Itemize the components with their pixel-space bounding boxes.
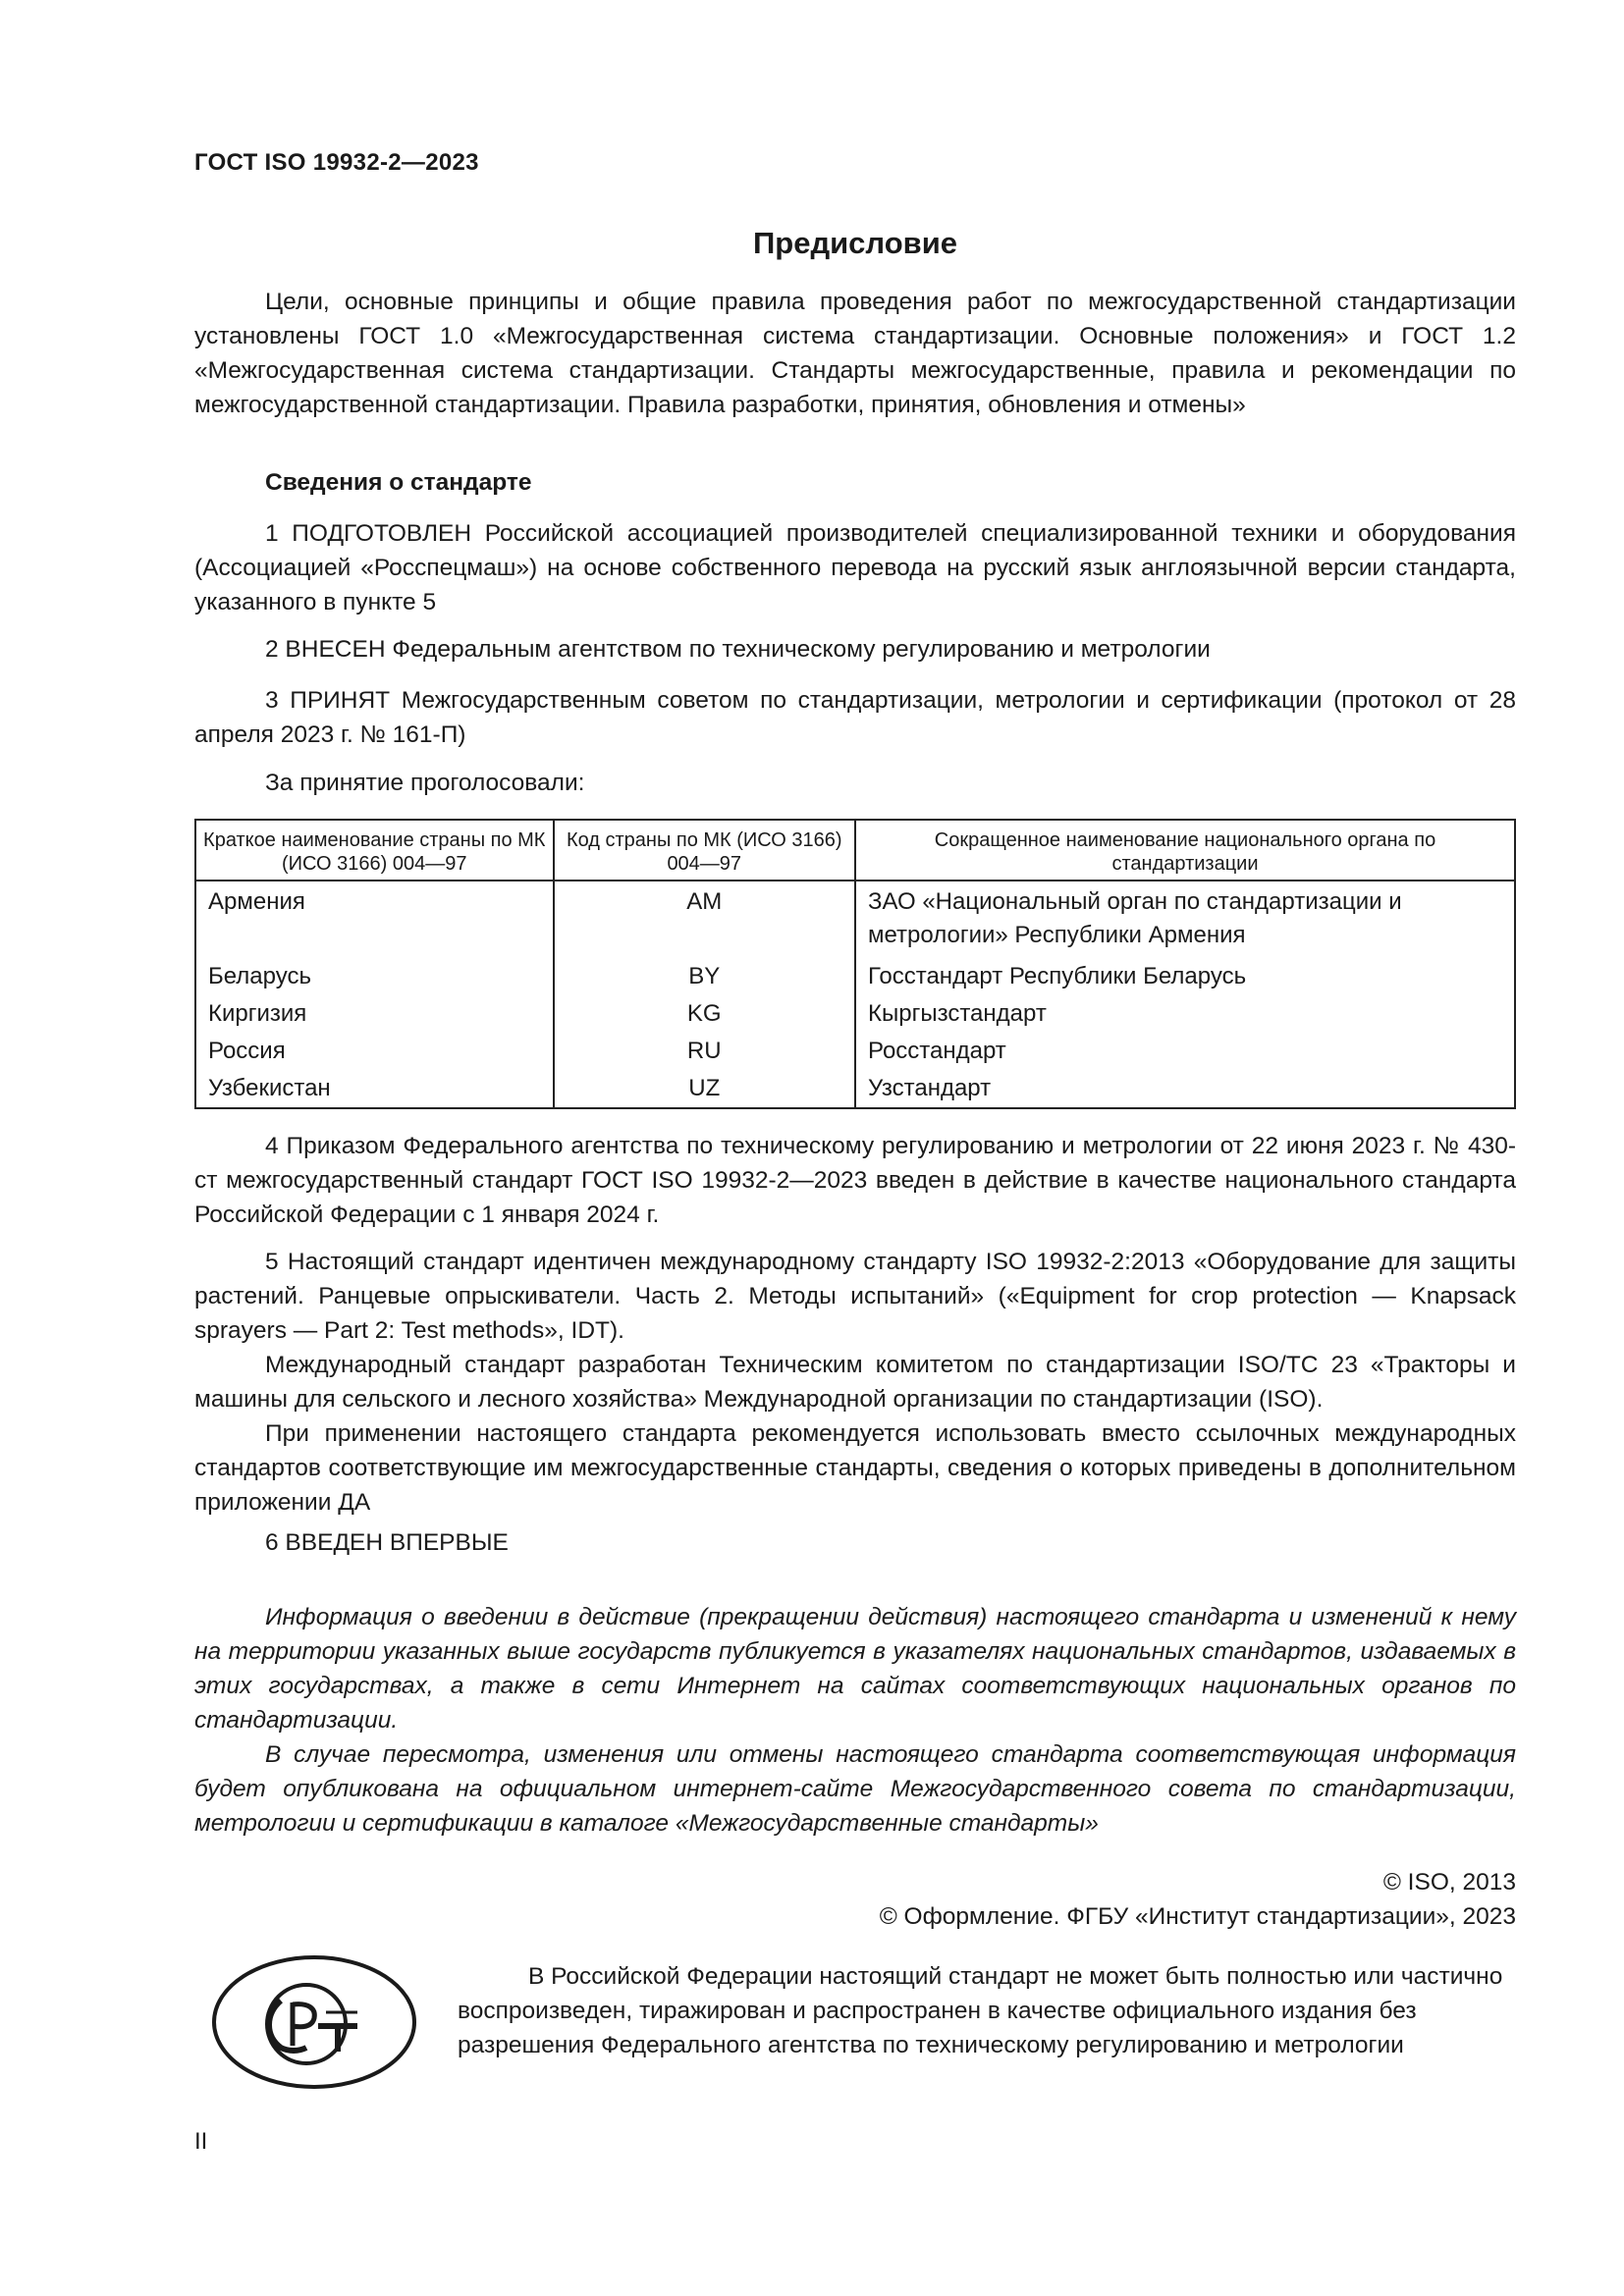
page-title: Предисловие bbox=[752, 226, 957, 260]
table-cell-code: UZ bbox=[554, 1070, 855, 1108]
info-paragraph-1: Информация о введении в действие (прекращении действия) настоящего стандарта и изменений к нему на территории указанных выше государств публикуется в указателях национальных стандартов, издаваемых в этих государствах, а также в сети Интернет на сайтах соответствующих национальных органов по стандартизации. bbox=[194, 1604, 1516, 1734]
rst-logo-icon bbox=[210, 1953, 418, 2091]
table-cell-country: Россия bbox=[195, 1033, 554, 1070]
table-cell-country: Армения bbox=[195, 881, 554, 958]
table-cell-body: Узстандарт bbox=[855, 1070, 1515, 1108]
section-heading: Сведения о стандарте bbox=[265, 469, 532, 496]
info-paragraph-2: В случае пересмотра, изменения или отмены настоящего стандарта соответствующая информация будет опубликована на официальном интернет-сайте Межгосударственного совета по стандартизации, метрологии и сертификации в каталоге «Межгосударственные стандарты» bbox=[194, 1741, 1516, 1837]
document-code: ГОСТ ISO 19932-2—2023 bbox=[194, 149, 479, 176]
reproduction-notice bbox=[458, 1959, 1516, 2062]
votes-table-block bbox=[194, 819, 1516, 1109]
copyright-iso: © ISO, 2013 bbox=[1382, 1869, 1516, 1896]
table-row bbox=[195, 881, 1515, 958]
item-6-paragraph: 6 ВВЕДЕН ВПЕРВЫЕ bbox=[265, 1529, 509, 1556]
item-2-block bbox=[194, 632, 1516, 667]
item-6-block bbox=[194, 1525, 1516, 1560]
table-row bbox=[195, 995, 1515, 1033]
info-block bbox=[194, 1600, 1516, 1841]
item-5-block bbox=[194, 1245, 1516, 1520]
intro-paragraph: Цели, основные принципы и общие правила проведения работ по межгосударственной стандартизации установлены ГОСТ 1.0 «Межгосударственная система стандартизации. Основные положения» и ГОСТ 1.2 «Межгосударственная система стандартизации. Стандарты межгосударственные, правила и рекомендации по межгосударственной стандартизации. Правила разработки, принятия, обновления и отмены» bbox=[194, 289, 1516, 418]
table-header-country: Краткое наименование страны по МК (ИСО 3166) 004—97 bbox=[195, 820, 554, 881]
table-header-body: Сокращенное наименование национального органа по стандартизации bbox=[855, 820, 1515, 881]
table-header-row bbox=[195, 820, 1515, 881]
table-cell-country: Киргизия bbox=[195, 995, 554, 1033]
item-5-committee-paragraph: Международный стандарт разработан Техническим комитетом по стандартизации ISO/TC 23 «Тракторы и машины для сельского и лесного хозяйства» Международной организации по стандартизации (ISO). bbox=[194, 1352, 1516, 1413]
table-header-code: Код страны по МК (ИСО 3166) 004—97 bbox=[554, 820, 855, 881]
item-3-block bbox=[194, 683, 1516, 752]
table-row bbox=[195, 1070, 1515, 1108]
page-number: II bbox=[194, 2128, 208, 2155]
table-cell-body: Росстандарт bbox=[855, 1033, 1515, 1070]
table-row bbox=[195, 958, 1515, 995]
intro-block bbox=[194, 285, 1516, 422]
table-cell-code: KG bbox=[554, 995, 855, 1033]
rst-logo bbox=[210, 1953, 418, 2096]
table-cell-body: ЗАО «Национальный орган по стандартизации и метрологии» Республики Армения bbox=[855, 881, 1515, 958]
table-cell-body: Госстандарт Республики Беларусь bbox=[855, 958, 1515, 995]
table-cell-country: Беларусь bbox=[195, 958, 554, 995]
votes-table bbox=[194, 819, 1516, 1109]
copyright-design: © Оформление. ФГБУ «Институт стандартизации», 2023 bbox=[879, 1903, 1516, 1930]
item-4-block bbox=[194, 1129, 1516, 1232]
table-cell-code: AM bbox=[554, 881, 855, 958]
table-cell-code: RU bbox=[554, 1033, 855, 1070]
item-5-paragraph: 5 Настоящий стандарт идентичен международному стандарту ISO 19932-2:2013 «Оборудование для защиты растений. Ранцевые опрыскиватели. Часть 2. Методы испытаний» («Equipment for crop protection — Knapsack sprayers — Part 2: Test methods», IDT). bbox=[194, 1249, 1516, 1344]
voted-block bbox=[194, 766, 1516, 800]
item-1-paragraph: 1 ПОДГОТОВЛЕН Российской ассоциацией производителей специализированной техники и оборудования (Ассоциацией «Росспецмаш») на основе собственного перевода на русский язык англоязычной версии стандарта, указанного в пункте 5 bbox=[194, 520, 1516, 615]
copyright-block bbox=[194, 1865, 1516, 1934]
notice-paragraph: В Российской Федерации настоящий стандарт не может быть полностью или частично воспроизведен, тиражирован и распространен в качестве официального издания без разрешения Федерального агентства по техническому регулированию и метрологии bbox=[458, 1963, 1503, 2058]
item-5-usage-paragraph: При применении настоящего стандарта рекомендуется использовать вместо ссылочных международных стандартов соответствующие им межгосударственные стандарты, сведения о которых приведены в дополнительном приложении ДА bbox=[194, 1420, 1516, 1516]
table-cell-country: Узбекистан bbox=[195, 1070, 554, 1108]
standard-info-heading-block bbox=[194, 465, 1516, 500]
voted-label: За принятие проголосовали: bbox=[265, 770, 585, 796]
table-cell-code: BY bbox=[554, 958, 855, 995]
item-3-paragraph: 3 ПРИНЯТ Межгосударственным советом по стандартизации, метрологии и сертификации (протокол от 28 апреля 2023 г. № 161-П) bbox=[194, 687, 1516, 748]
item-4-paragraph: 4 Приказом Федерального агентства по техническому регулированию и метрологии от 22 июня 2023 г. № 430-ст межгосударственный стандарт ГОСТ ISO 19932-2—2023 введен в действие в качестве национального стандарта Российской Федерации с 1 января 2024 г. bbox=[194, 1133, 1516, 1228]
table-row bbox=[195, 1033, 1515, 1070]
table-cell-body: Кыргызстандарт bbox=[855, 995, 1515, 1033]
item-2-paragraph: 2 ВНЕСЕН Федеральным агентством по техническому регулированию и метрологии bbox=[265, 636, 1211, 663]
item-1-block bbox=[194, 516, 1516, 619]
